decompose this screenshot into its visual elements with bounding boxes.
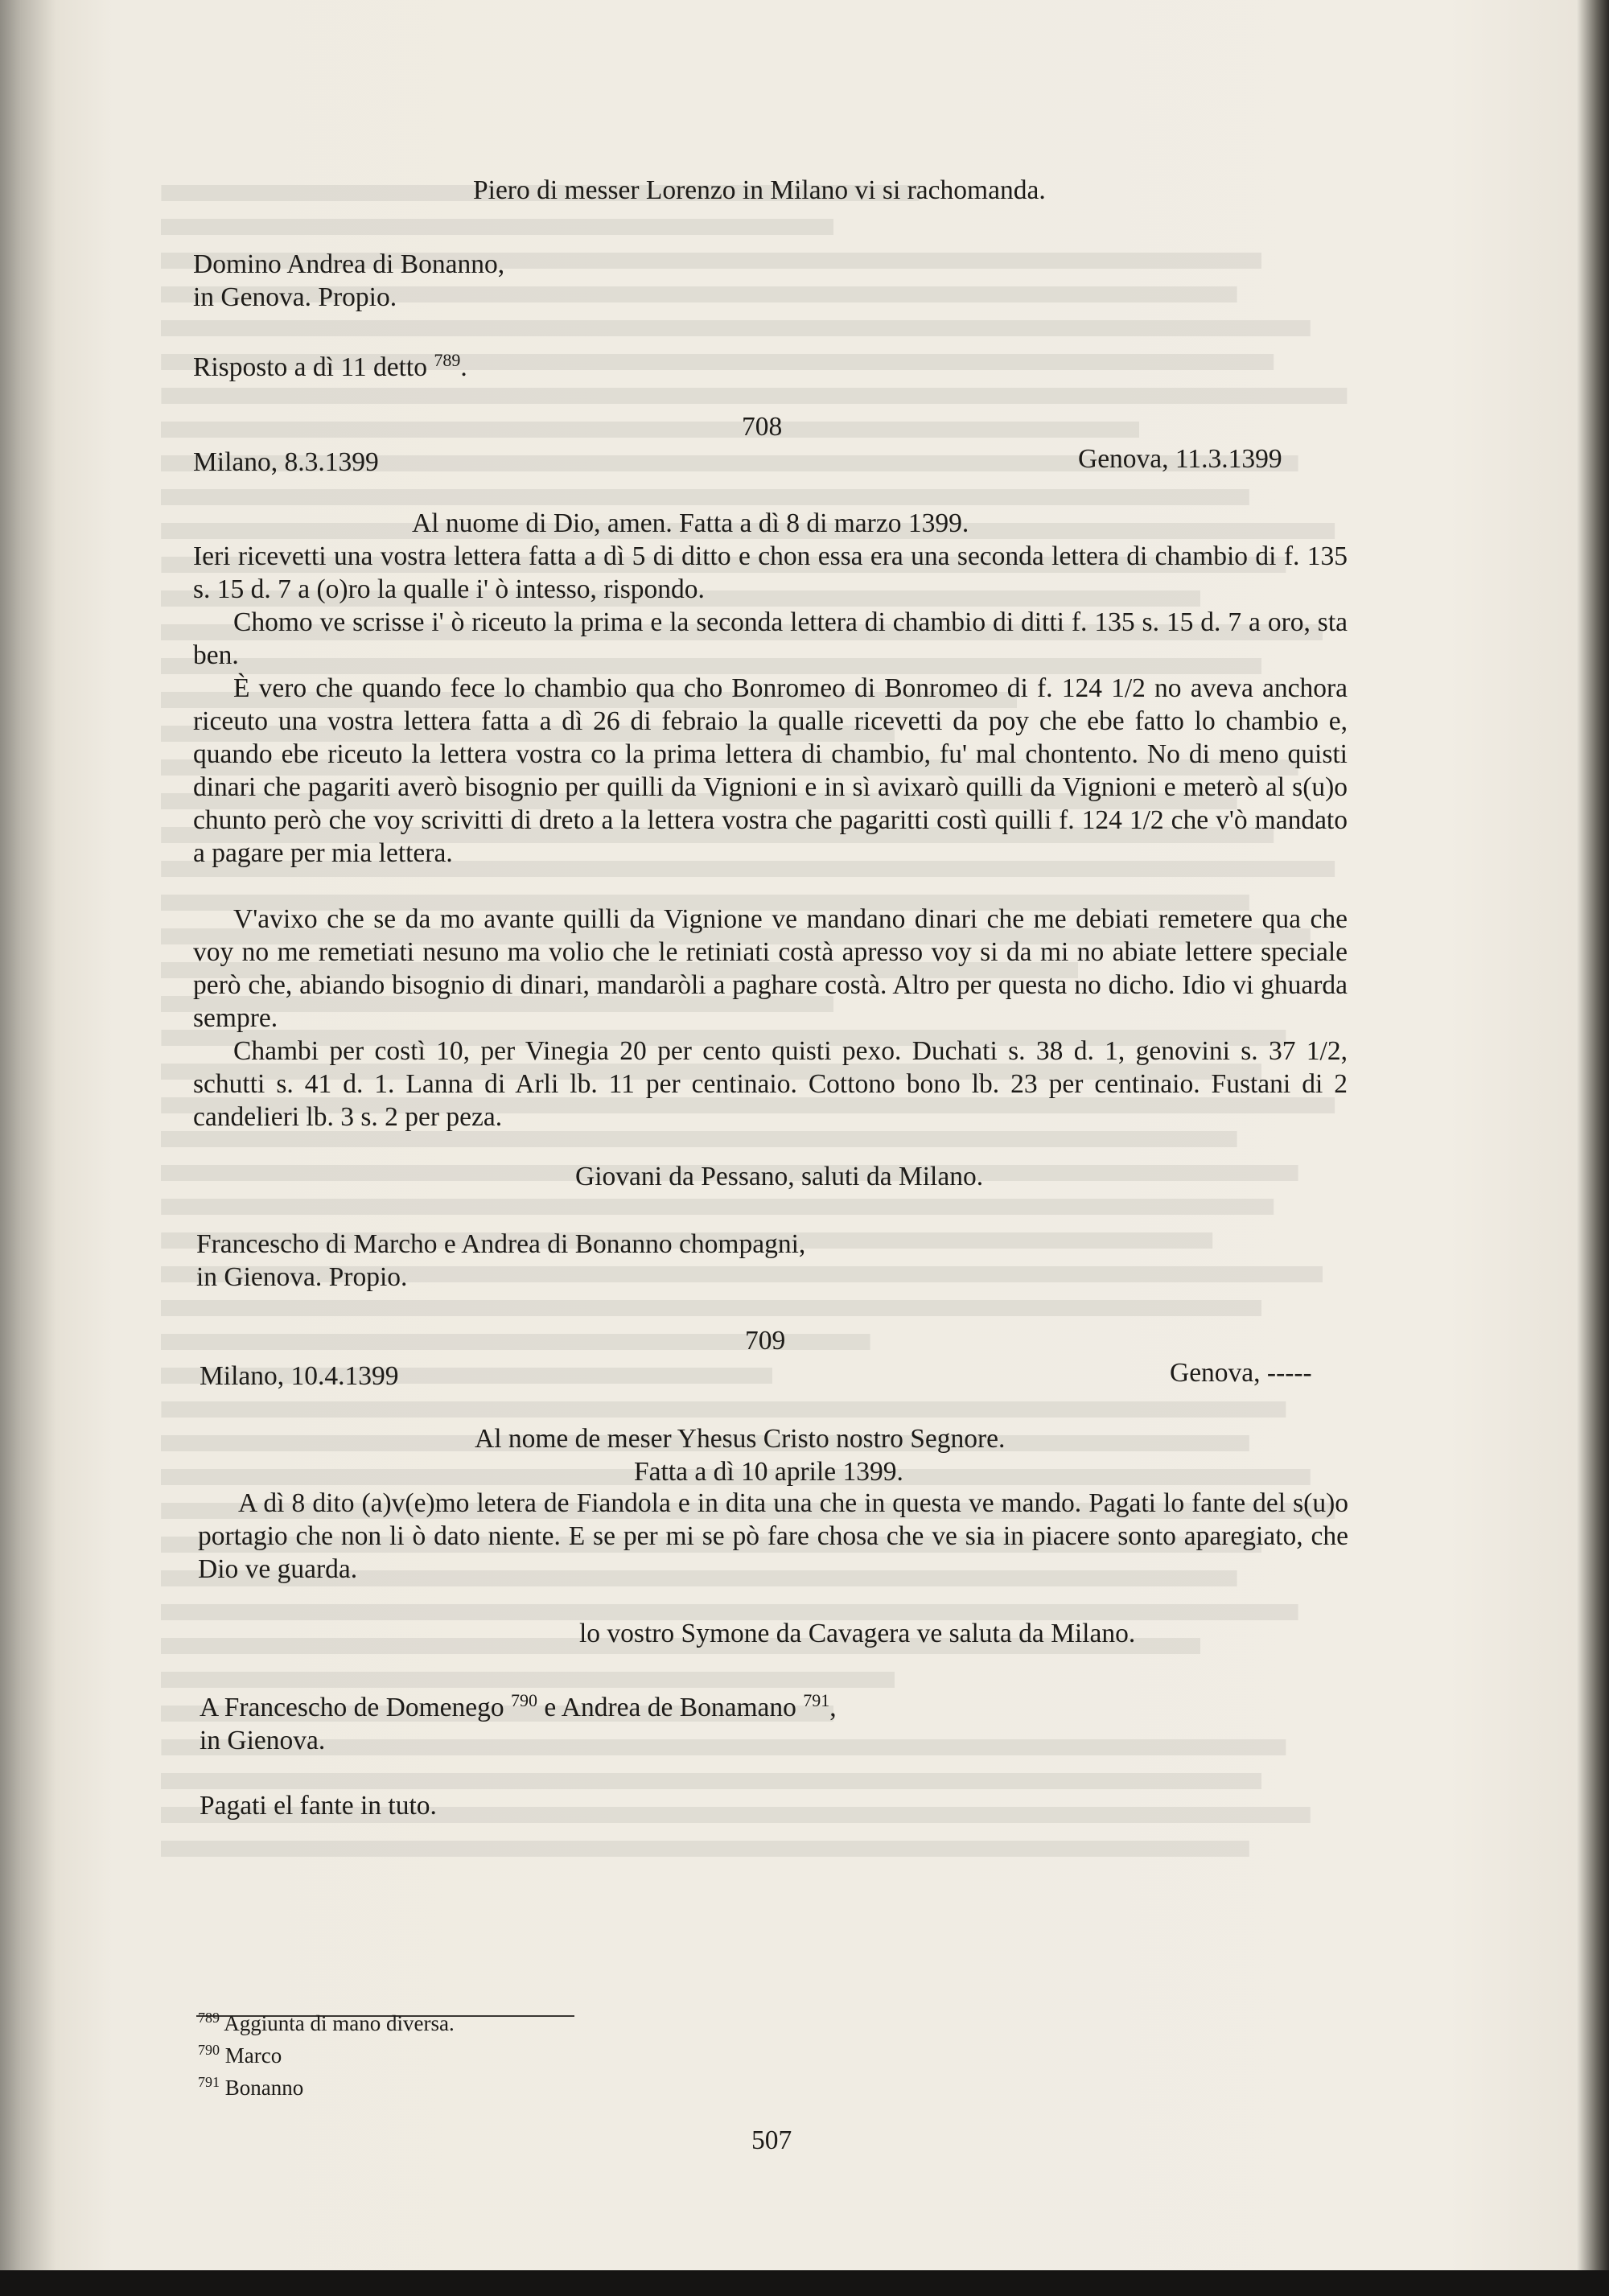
show-through-line bbox=[161, 320, 1311, 336]
show-through-line bbox=[161, 1131, 1237, 1147]
footnote-ref: 790 bbox=[511, 1689, 538, 1710]
letter-invocation: Al nuome di Dio, amen. Fatta a dì 8 di marzo 1399. bbox=[412, 508, 969, 538]
letter-number: 708 bbox=[742, 412, 783, 442]
postscript: Pagati el fante in tuto. bbox=[200, 1791, 437, 1821]
letter-paragraph: Ieri ricevetti una vostra lettera fatta a dì 5 di ditto e chon essa era una seconda lettera di chambio di f. 135 s. 15 d. 7 a (o)ro la qualle i' ò intesso, rispondo. bbox=[193, 541, 1348, 604]
footnote bbox=[198, 2074, 303, 2101]
scan-edge bbox=[0, 2270, 1609, 2296]
footnote-number: 789 bbox=[198, 2010, 220, 2026]
reply-note: Risposto a dì 11 detto $^{789}$. bbox=[193, 349, 467, 382]
letter-origin: Milano, 8.3.1399 bbox=[193, 447, 379, 477]
letter-paragraph: È vero che quando fece lo chambio qua cho Bonromeo di Bonromeo di f. 124 1/2 no aveva anchora riceuto una vostra lettera fatta a dì 26 di febraio la qualle ricevetti da poy che ebe fatto lo chambio e, quando ebe riceuto la lettera vostra co la prima lettera di chambio, fu' mal chontento. No di meno quisti dinari che pagariti averò bisognio per quilli da Vignioni e in sì avixarò quilli da Vignioni e meterò al s(u)o chunto però che voy scrivitti di dreto a la lettera vostra che pagaritti costì quilli f. 124 1/2 che v'ò mandato a pagare per mia lettera. bbox=[193, 673, 1348, 868]
footnote-text: Marco bbox=[224, 2043, 282, 2068]
address-line: Domino Andrea di Bonanno, bbox=[193, 249, 505, 279]
footnote-text: Aggiunta di mano diversa. bbox=[224, 2011, 455, 2035]
letter-number: 709 bbox=[745, 1326, 786, 1356]
address-line: in Genova. Propio. bbox=[193, 282, 397, 312]
footnote-number: 791 bbox=[198, 2074, 220, 2090]
footnote bbox=[198, 2010, 455, 2037]
letter-date: Fatta a dì 10 aprile 1399. bbox=[634, 1457, 903, 1487]
letter-paragraph: Chambi per costì 10, per Vinegia 20 per cento quisti pexo. Duchati s. 38 d. 1, genovini s. 37 1/2, schutti s. 41 d. 1. Lanna di Arli lb. 11 per centinaio. Cottono bono lb. 23 per centinaio. Fustani di 2 candelieri lb. 3 s. 2 per peza. bbox=[193, 1036, 1348, 1132]
show-through-line bbox=[161, 1672, 895, 1688]
reply-note-text: Risposto a dì 11 detto bbox=[193, 352, 427, 382]
show-through-line bbox=[161, 422, 1139, 438]
letter-destination: Genova, 11.3.1399 bbox=[1078, 444, 1282, 474]
show-through-line bbox=[161, 1300, 1261, 1316]
show-through-line bbox=[161, 1841, 1249, 1857]
show-through-line bbox=[161, 1199, 1274, 1215]
letter-invocation: Al nome de meser Yhesus Cristo nostro Segnore. bbox=[475, 1424, 1006, 1454]
address-line: A Francescho de Domenego $^{790}$ e Andrea de Bonamano $^{791}$, bbox=[200, 1689, 837, 1722]
letter-paragraph: Chomo ve scrisse i' ò riceuto la prima e la seconda lettera di chambio di ditti f. 135 s. 15 d. 7 a oro, sta ben. bbox=[193, 607, 1348, 670]
letter-destination: Genova, ----- bbox=[1170, 1358, 1312, 1388]
page-number: 507 bbox=[751, 2125, 792, 2155]
show-through-line bbox=[161, 1773, 1261, 1789]
letter-signature: Giovani da Pessano, saluti da Milano. bbox=[575, 1162, 984, 1191]
letter-paragraph: A dì 8 dito (a)v(e)mo letera de Fiandola e in dita una che in questa ve mando. Pagati lo fante del s(u)o portagio che non li ò dato niente. E se per mi se pò fare chosa che ve sia in piacere sonto aparegiato, che Dio ve guarda. bbox=[198, 1488, 1348, 1584]
show-through-line bbox=[161, 219, 833, 235]
letter-origin: Milano, 10.4.1399 bbox=[200, 1361, 399, 1391]
header-line: Piero di messer Lorenzo in Milano vi si rachomanda. bbox=[473, 175, 1046, 205]
address-line: in Gienova. bbox=[200, 1726, 326, 1755]
letter-paragraph: V'avixo che se da mo avante quilli da Vignione ve mandano dinari che me debiati remetere qua che voy no me remetiati nesuno ma volio che le retiniati costà apresso voy si da mi no abiate lettere speciale però che, abiando bisognio di dinari, mandaròli a paghare costà. Altro per questa no dicho. Idio vi ghuarda sempre. bbox=[193, 904, 1348, 1033]
footnote-text: Bonanno bbox=[224, 2076, 304, 2100]
address-line: in Gienova. Propio. bbox=[196, 1262, 408, 1292]
footnote bbox=[198, 2042, 282, 2069]
show-through-line bbox=[161, 1401, 1286, 1418]
show-through-line bbox=[161, 1739, 1286, 1755]
show-through-line bbox=[161, 388, 1347, 404]
footnote-number: 790 bbox=[198, 2042, 220, 2058]
footnote-ref: 791 bbox=[803, 1689, 830, 1710]
show-through-line bbox=[161, 489, 1249, 505]
footnote-ref: 789 bbox=[434, 349, 461, 370]
letter-signature: lo vostro Symone da Cavagera ve saluta da Milano. bbox=[579, 1619, 1136, 1648]
address-line: Francescho di Marcho e Andrea di Bonanno chompagni, bbox=[196, 1229, 806, 1259]
